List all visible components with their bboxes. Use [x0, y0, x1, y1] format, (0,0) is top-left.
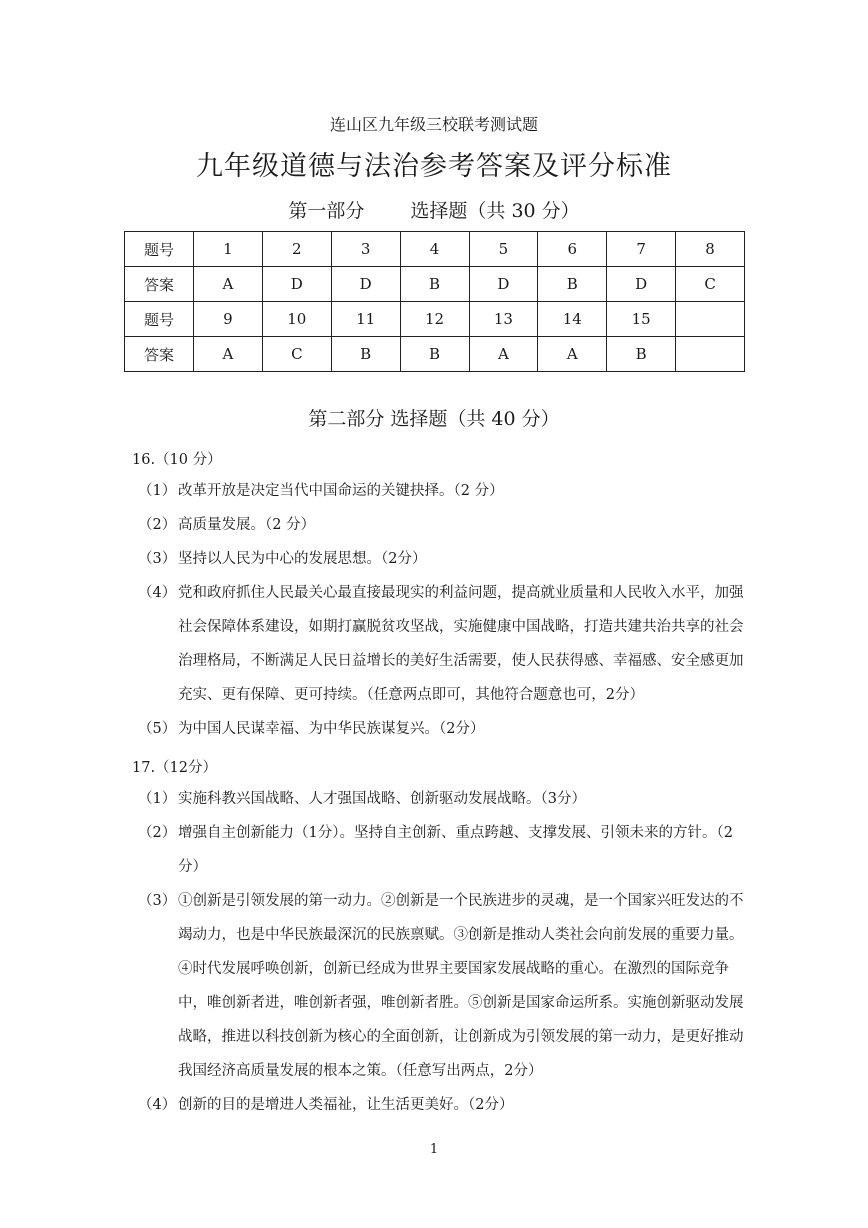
table-cell: 11	[331, 302, 400, 337]
item-number: （4）	[138, 1097, 177, 1113]
table-cell: B	[538, 267, 607, 302]
table-cell: 答案	[125, 337, 194, 372]
item-number: （4）	[138, 585, 177, 601]
table-cell: A	[538, 337, 607, 372]
part1-heading	[0, 196, 868, 223]
item-number: （2）	[138, 825, 177, 841]
q17-item-1	[138, 782, 748, 816]
table-cell: D	[469, 267, 538, 302]
table-cell: 答案	[125, 267, 194, 302]
table-cell: B	[400, 267, 469, 302]
table-cell: 12	[400, 302, 469, 337]
table-cell: B	[400, 337, 469, 372]
table-cell: 1	[194, 232, 263, 267]
item-text: 坚持以人民为中心的发展思想。（2分）	[178, 551, 427, 567]
table-cell: D	[607, 267, 676, 302]
table-cell: D	[262, 267, 331, 302]
question-16-label: 16.（10 分）	[132, 452, 222, 468]
item-text: ①创新是引领发展的第一动力。②创新是一个民族进步的灵魂，是一个国家兴旺发达的不竭动力，也是中华民族最深沉的民族禀赋。③创新是推动人类社会向前发展的重要力量。④时代发展呼唤创新，创新已经成为世界主要国家发展战略的重心。在激烈的国际竞争中，唯创新者进，唯创新者强，唯创新者胜。⑤创新是国家命运所系。实施创新驱动发展战略，推进以科技创新为核心的全面创新，让创新成为引领发展的第一动力，是更好推动我国经济高质量发展的根本之策。（任意写出两点，2分）	[178, 893, 744, 1079]
table-row	[125, 302, 745, 337]
item-text: 改革开放是决定当代中国命运的关键抉择。（2 分）	[178, 483, 504, 499]
table-cell: D	[331, 267, 400, 302]
table-cell: 2	[262, 232, 331, 267]
table-cell: 5	[469, 232, 538, 267]
table-cell: A	[194, 267, 263, 302]
table-cell: 6	[538, 232, 607, 267]
answer-table	[124, 231, 745, 372]
table-row	[125, 337, 745, 372]
item-text: 为中国人民谋幸福、为中华民族谋复兴。（2分）	[178, 721, 485, 737]
q16-item-5	[138, 712, 748, 746]
item-text: 增强自主创新能力（1分）。坚持自主创新、重点跨越、支撑发展、引领未来的方针。（2分）	[178, 825, 733, 875]
item-text: 党和政府抓住人民最关心最直接最现实的利益问题，提高就业质量和人民收入水平，加强社会保障体系建设，如期打赢脱贫攻坚战，实施健康中国战略，打造共建共治共享的社会治理格局，不断满足人民日益增长的美好生活需要，使人民获得感、幸福感、安全感更加充实、更有保障、更可持续。（任意两点即可，其他符合题意也可，2分）	[178, 585, 744, 703]
table-row	[125, 232, 745, 267]
item-number: （3）	[138, 551, 177, 567]
table-row	[125, 267, 745, 302]
q16-item-3	[138, 542, 748, 576]
table-cell: C	[676, 267, 745, 302]
table-cell: B	[331, 337, 400, 372]
part1-desc: 选择题（共 30 分）	[410, 200, 580, 222]
document-title: 九年级道德与法治参考答案及评分标准	[196, 151, 672, 182]
part1-label: 第一部分	[288, 200, 365, 222]
table-cell: 13	[469, 302, 538, 337]
table-cell: 9	[194, 302, 263, 337]
table-cell: 7	[607, 232, 676, 267]
item-number: （1）	[138, 791, 177, 807]
q16-item-2	[138, 508, 748, 542]
page-number: 1	[429, 1142, 439, 1157]
table-cell	[676, 302, 745, 337]
item-text: 创新的目的是增进人类福祉，让生活更美好。（2分）	[178, 1097, 514, 1113]
table-cell: 15	[607, 302, 676, 337]
table-cell: 题号	[125, 302, 194, 337]
table-cell: 10	[262, 302, 331, 337]
table-cell: C	[262, 337, 331, 372]
item-number: （1）	[138, 483, 177, 499]
item-text: 高质量发展。（2 分）	[178, 517, 316, 533]
table-cell: 8	[676, 232, 745, 267]
q17-item-4	[138, 1088, 748, 1122]
part2-heading: 第二部分 选择题（共 40 分）	[308, 408, 560, 430]
table-cell: B	[607, 337, 676, 372]
q16-item-4	[138, 576, 748, 712]
table-cell	[676, 337, 745, 372]
table-cell: 题号	[125, 232, 194, 267]
question-17-label: 17.（12分）	[132, 760, 218, 776]
table-cell: 4	[400, 232, 469, 267]
q17-item-3	[138, 884, 748, 1088]
exam-subtitle: 连山区九年级三校联考测试题	[329, 115, 538, 134]
q16-item-1	[138, 474, 748, 508]
item-number: （5）	[138, 721, 177, 737]
table-cell: A	[194, 337, 263, 372]
item-number: （3）	[138, 893, 177, 909]
table-cell: 14	[538, 302, 607, 337]
q17-item-2	[138, 816, 748, 884]
item-number: （2）	[138, 517, 177, 533]
table-cell: 3	[331, 232, 400, 267]
table-cell: A	[469, 337, 538, 372]
item-text: 实施科教兴国战略、人才强国战略、创新驱动发展战略。（3分）	[178, 791, 586, 807]
